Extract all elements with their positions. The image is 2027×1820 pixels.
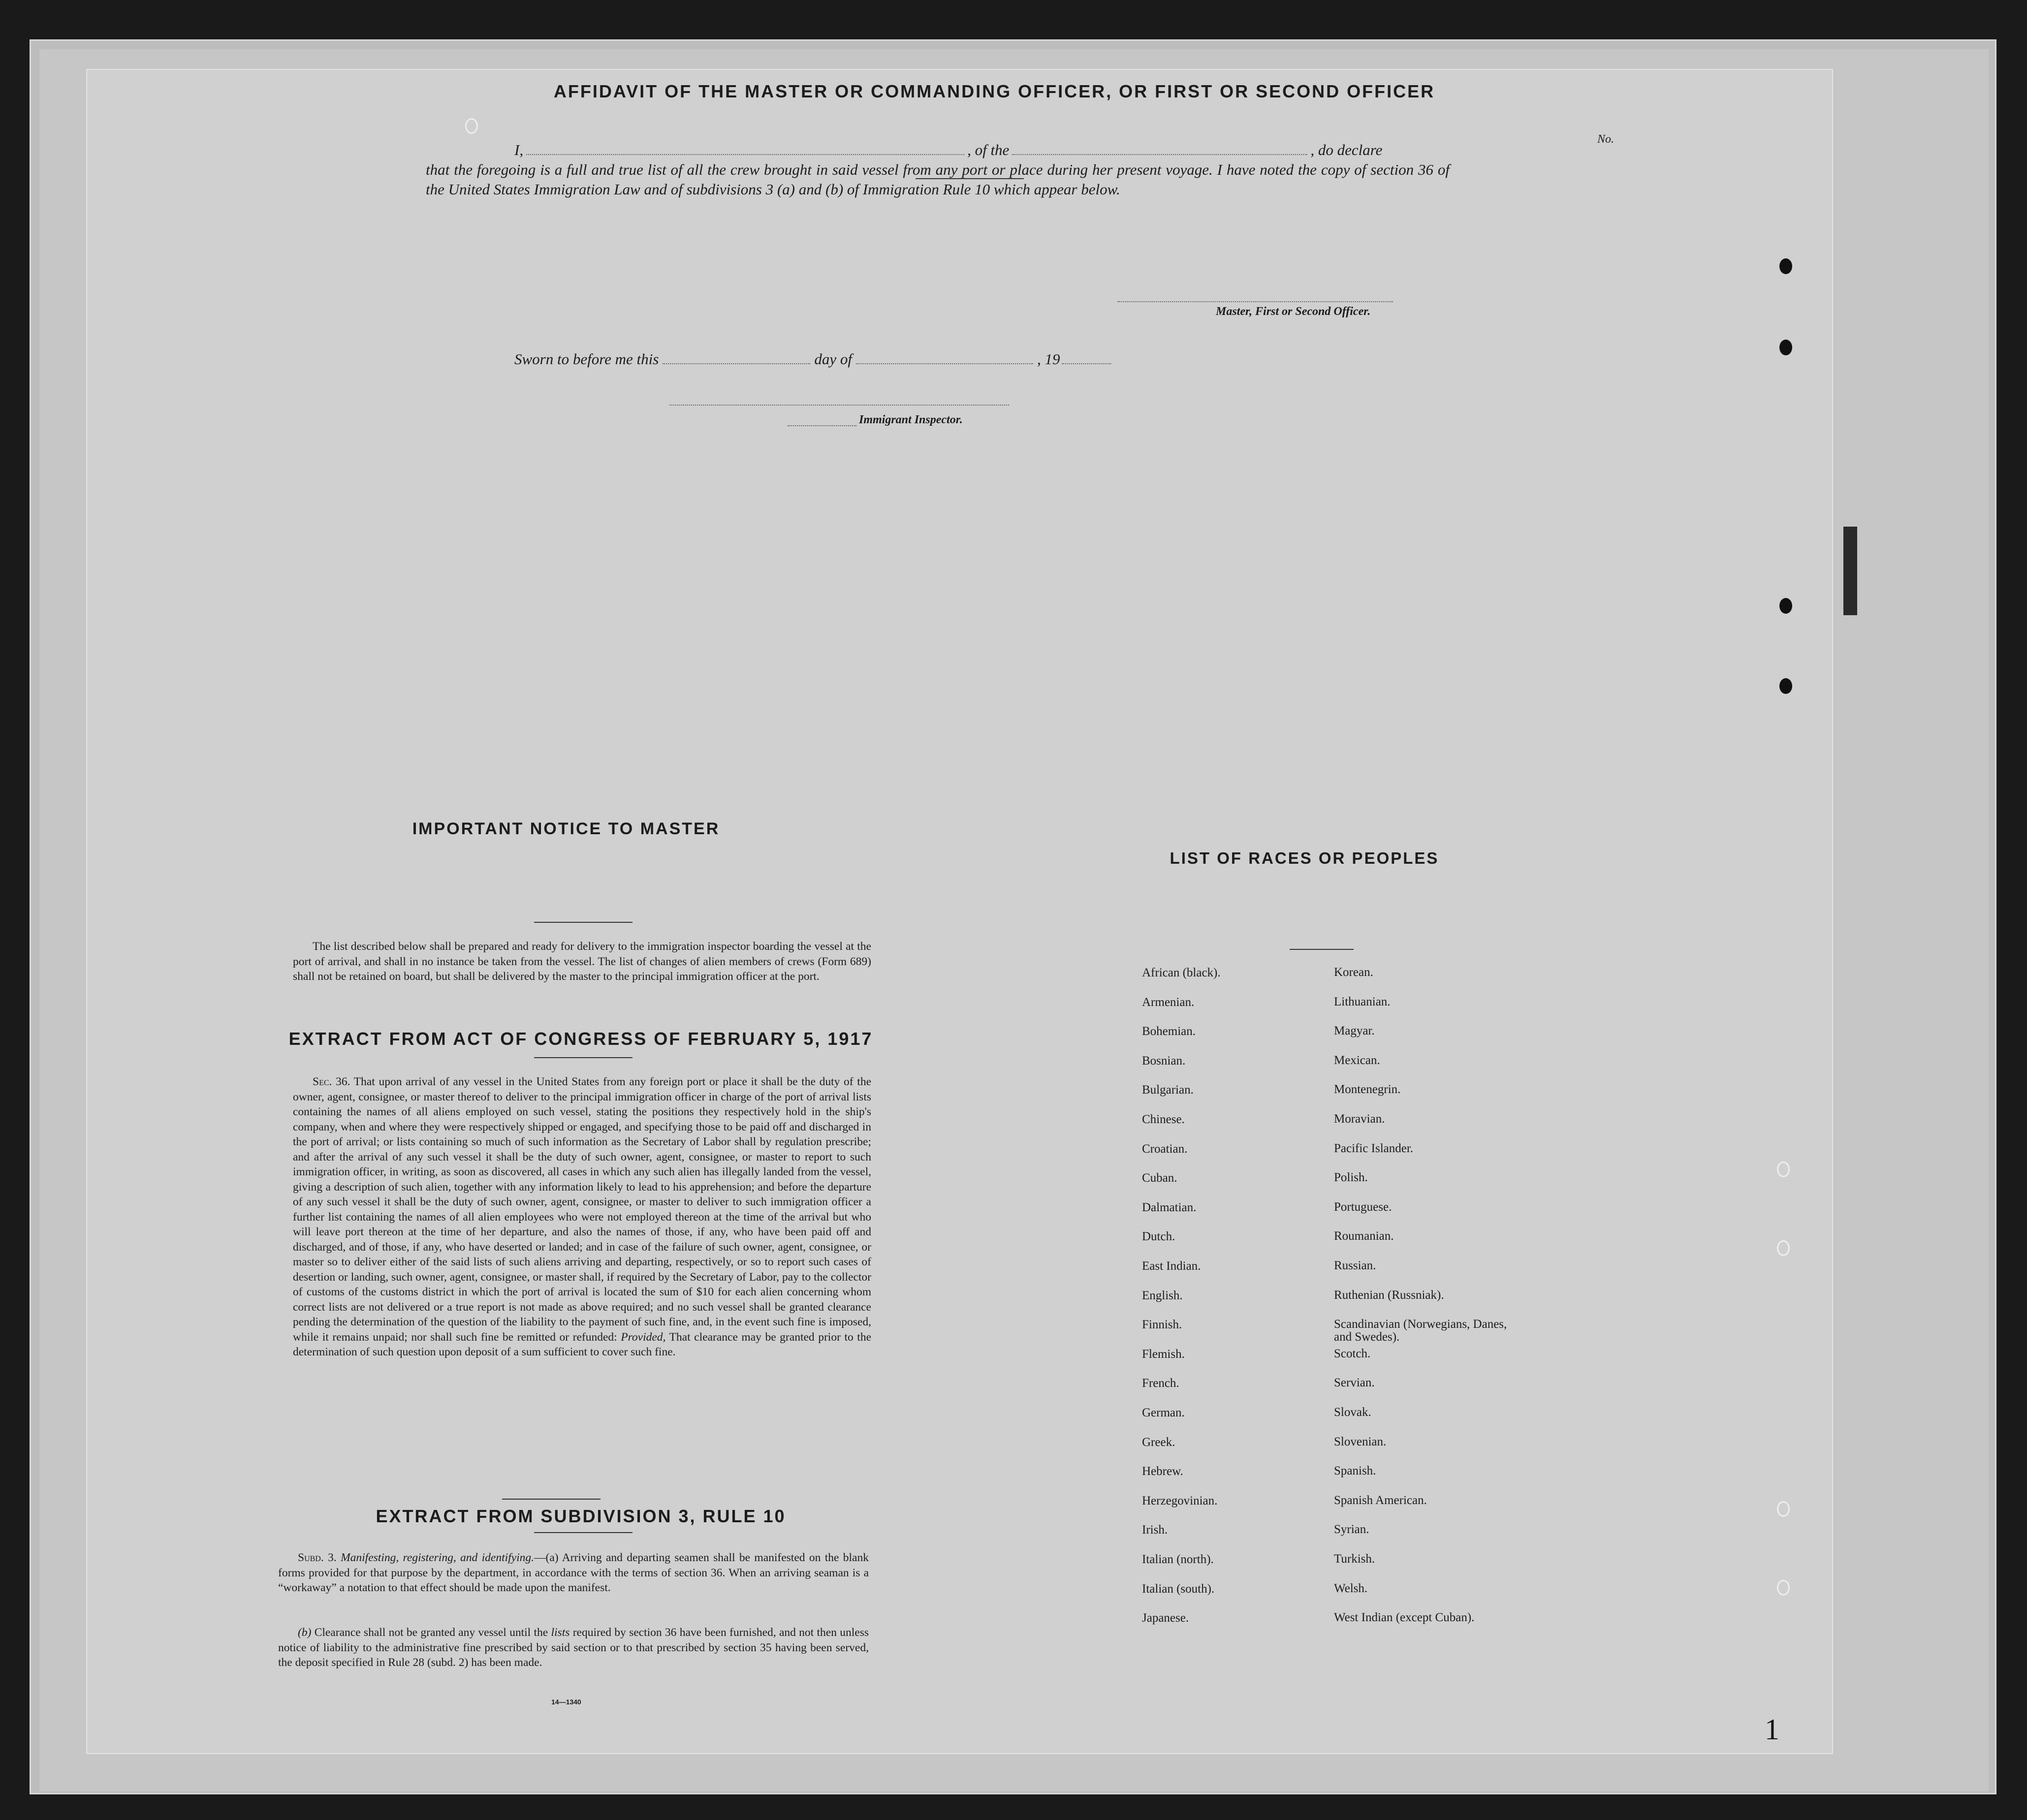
section-label: Sec. 36. [313, 1075, 350, 1088]
race-item: Bohemian. [1142, 1025, 1196, 1038]
race-item: Roumanian. [1334, 1229, 1394, 1243]
race-item: Hebrew. [1142, 1465, 1183, 1478]
punch-hole-outline [1777, 1240, 1790, 1256]
form-number: 14—1340 [551, 1698, 581, 1706]
race-item: Russian. [1334, 1259, 1376, 1272]
rule-para-a [278, 1550, 869, 1596]
act-title: EXTRACT FROM ACT OF CONGRESS OF FEBRUARY 5, 1917 [288, 1029, 873, 1049]
sworn-year-prefix: , 19 [1037, 350, 1060, 368]
race-item: Magyar. [1334, 1024, 1375, 1038]
punch-hole-outline [1777, 1161, 1790, 1177]
declaration-first-line [426, 140, 1450, 160]
race-item: Turkish. [1334, 1552, 1375, 1566]
section-text: That upon arrival of any vessel in the United States from any foreign port or place it shall be the duty of the owner, agent, consignee, or master thereof to deliver to the principal immigration officer in charge of the port of arrival lists containing the names of all aliens employed on such vessel, stating the positions they respectively hold in the ship's company, when and where they were respectively shipped or engaged, and specifying those to be paid off and discharged in the port of arrival; or lists containing so much of such information as the Secretary of Labor shall by regulation prescribe; and after the arrival of any such vessel it shall be the duty of such owner, agent, consignee, or master to report to such immigration officer, in writing, as soon as discovered, all cases in which any such alien has illegally landed from the vessel, giving a description of such alien, together with any information likely to lead to his apprehension; and before the departure of any such vessel it shall be the duty of such owner, agent, consignee, or master to deliver to such immigration officer a further list containing the names of all alien employees who were not employed thereon at the time of the arrival but who will leave port thereon at the time of her departure, and also the names of those, if any, who have been paid off and discharged, and of those, if any, who have deserted or landed; and in case of the failure of such owner, agent, consignee, or master so to deliver either of the said lists of such aliens arriving and departing, respectively, or so to report such cases of desertion or landing, such owner, agent, consignee, or master shall, if required by the Secretary of Labor, pay to the collector of customs of the customs district in which the port of arrival is located the sum of $10 for each alien concerning whom correct lists are not delivered or a true report is not made as above required; and no such vessel shall be granted clearance pending the determination of the question of the liability to the payment of such fine, and, in the event such fine is imposed, while it remains unpaid; nor shall such fine be remitted or refunded: [293, 1075, 872, 1344]
proviso-text: That clearance may be granted prior to the determination of such question upon deposit of a sum sufficient to cover such fine. [293, 1330, 871, 1358]
inspector-label: Immigrant Inspector. [859, 413, 963, 426]
declaration-text: that the foregoing is a full and true list of all the crew brought in said vessel from any port or place during her present voyage. I have noted the copy of section 36 of the United States Immigration Law and of subdivisions 3 (a) and (b) of Immigration Rule 10 which appear below. [426, 161, 1450, 198]
race-item: Bulgarian. [1142, 1083, 1194, 1097]
race-item: Chinese. [1142, 1113, 1185, 1126]
race-item: Scotch. [1334, 1347, 1371, 1360]
binding-mark [1843, 527, 1857, 615]
race-item: Greek. [1142, 1435, 1175, 1449]
race-item: Slovenian. [1334, 1435, 1387, 1448]
punch-hole-outline [1777, 1501, 1790, 1517]
punch-hole [1779, 598, 1792, 614]
race-item: Syrian. [1334, 1523, 1369, 1537]
inspector-signature-line-short [788, 424, 856, 426]
notice-title: IMPORTANT NOTICE TO MASTER [412, 819, 720, 838]
divider [534, 1057, 633, 1058]
race-item: Croatian. [1142, 1142, 1188, 1156]
race-item: Welsh. [1334, 1581, 1368, 1595]
race-item: Mexican. [1334, 1053, 1380, 1067]
race-item: Portuguese. [1334, 1200, 1392, 1214]
race-item: Lithuanian. [1334, 995, 1391, 1008]
divider [502, 1499, 601, 1500]
divider [534, 922, 633, 923]
sworn-year-field[interactable] [1062, 363, 1111, 364]
punch-hole-outline [465, 118, 478, 134]
sworn-month-field[interactable] [856, 363, 1033, 364]
para-b-label: (b) [298, 1626, 312, 1639]
race-item: Korean. [1334, 966, 1373, 979]
race-item: West Indian (except Cuban). [1334, 1611, 1475, 1625]
race-item: Finnish. [1142, 1318, 1182, 1332]
notice-body: The list described below shall be prepared and ready for delivery to the immigration inspector boarding the vessel at the port of arrival, and shall in no instance be taken from the vessel. The list of changes of alien members of crews (Form 689) shall not be retained on board, but shall be delivered by the master to the principal immigration officer at the port. [293, 940, 871, 983]
divider [1290, 949, 1354, 950]
subdivision-text: —(a) Arriving and departing seamen shall be manifested on the blank forms provided for that purpose by the department, in accordance with the terms of section 36. When an arriving seaman is a “workaway” a notation to that effect should be made upon the manifest. [278, 1551, 869, 1594]
subdivision-title: Manifesting, registering, and identifying. [341, 1551, 535, 1564]
race-item: Ruthenian (Russniak). [1334, 1288, 1444, 1302]
affidavit-title: AFFIDAVIT OF THE MASTER OR COMMANDING OFFICER, OR FIRST OR SECOND OFFICER [553, 81, 1435, 101]
punch-hole [1779, 678, 1792, 694]
sworn-day-of: day of [814, 350, 852, 368]
inspector-signature-line[interactable] [669, 404, 1009, 406]
vessel-prefix: , of the [967, 141, 1010, 158]
race-item: Scandinavian (Norwegians, Danes, and Swedes). [1334, 1318, 1507, 1344]
race-item: Spanish American. [1334, 1493, 1427, 1507]
form-page [86, 69, 1833, 1754]
race-item: English. [1142, 1288, 1183, 1302]
subdivision-label: Subd. 3. [298, 1551, 337, 1564]
rule-para-b [278, 1625, 869, 1670]
race-item: Spanish. [1334, 1464, 1376, 1478]
para-b-lists: lists [551, 1626, 570, 1639]
para-b-text-2: required by section 36 have been furnished, and not then unless notice of liability to the administrative fine prescribed by said section or to that prescribed by section 35 having been served, the deposit specified in Rule 28 (subd. 2) has been made. [278, 1626, 869, 1669]
declare-suffix: , do declare [1310, 141, 1383, 158]
punch-hole [1779, 258, 1792, 274]
sworn-prefix: Sworn to before me this [514, 350, 659, 368]
race-item: African (black). [1142, 966, 1221, 979]
punch-hole [1779, 340, 1792, 355]
race-item: Servian. [1334, 1376, 1375, 1390]
race-item: Armenian. [1142, 995, 1195, 1009]
race-item: East Indian. [1142, 1259, 1201, 1273]
para-b-text-1: Clearance shall not be granted any vessel until the [314, 1626, 548, 1639]
vessel-name-field[interactable] [1012, 154, 1307, 155]
race-item: Cuban. [1142, 1171, 1177, 1185]
race-item: Slovak. [1334, 1406, 1371, 1419]
race-item: Irish. [1142, 1523, 1168, 1537]
punch-hole-outline [1777, 1580, 1790, 1596]
race-item: French. [1142, 1377, 1179, 1390]
handwritten-annotation: 1 [1765, 1713, 1779, 1746]
race-item: Montenegrin. [1334, 1083, 1401, 1097]
race-item: Dalmatian. [1142, 1200, 1197, 1214]
divider [534, 1532, 633, 1533]
declarant-name-field[interactable] [526, 154, 964, 155]
proviso-label: Provided, [621, 1330, 666, 1344]
declarant-prefix: I, [514, 141, 524, 158]
sworn-line [514, 350, 1113, 368]
races-title: LIST OF RACES OR PEOPLES [1170, 849, 1439, 867]
race-item: Herzegovinian. [1142, 1494, 1218, 1507]
race-item: Bosnian. [1142, 1054, 1186, 1067]
sworn-day-field[interactable] [663, 363, 810, 364]
race-item: Polish. [1334, 1171, 1368, 1185]
act-body [293, 1074, 871, 1360]
number-label: No. [1597, 133, 1615, 146]
race-item: Flemish. [1142, 1347, 1185, 1361]
race-item: Italian (north). [1142, 1553, 1214, 1566]
signature-line[interactable] [1117, 300, 1393, 302]
race-item: Moravian. [1334, 1112, 1385, 1126]
declaration-block [426, 140, 1450, 199]
signature-label: Master, First or Second Officer. [1216, 305, 1371, 318]
race-item: German. [1142, 1406, 1185, 1419]
race-item: Dutch. [1142, 1230, 1175, 1244]
race-item: Japanese. [1142, 1611, 1189, 1625]
race-item: Italian (south). [1142, 1582, 1215, 1596]
rule-title: EXTRACT FROM SUBDIVISION 3, RULE 10 [376, 1506, 786, 1526]
race-item: Pacific Islander. [1334, 1141, 1414, 1155]
